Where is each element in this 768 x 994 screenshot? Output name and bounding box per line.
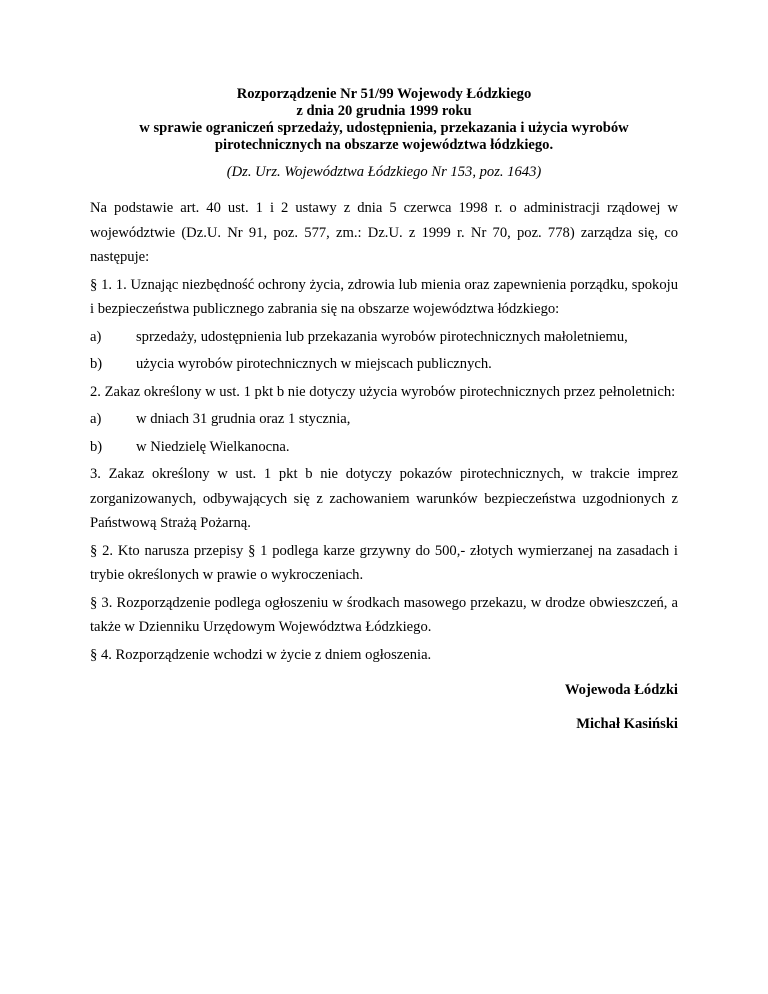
section-3-paragraph: § 3. Rozporządzenie podlega ogłoszeniu w środkach masowego przekazu, w drodze obwieszczeń, a także w Dzienniku Urzędowym Województwa Łódzkiego. xyxy=(90,594,678,635)
title-line-4: pirotechnicznych na obszarze województwa łódzkiego. xyxy=(214,137,554,153)
section-1-paragraph-3: 3. Zakaz określony w ust. 1 pkt b nie dotyczy pokazów pirotechnicznych, w trakcie imprez zorganizowanych, odbywających się z zachowaniem warunków bezpieczeństwa uzgodnionych z Państwową Strażą Pożarną. xyxy=(90,466,678,531)
document-body xyxy=(90,196,678,670)
signature-name: Michał Kasiński xyxy=(576,716,678,732)
title-line-2: z dnia 20 grudnia 1999 roku xyxy=(296,103,472,119)
list-item xyxy=(90,407,678,432)
intro-paragraph: Na podstawie art. 40 ust. 1 i 2 ustawy z dnia 5 czerwca 1998 r. o administracji rządowej w województwie (Dz.U. Nr 91, poz. 577, zm.: Dz.U. z 1999 r. Nr 70, poz. 778) zarządza się, co następuje: xyxy=(90,200,678,265)
list-marker: a) xyxy=(90,411,102,427)
list-item xyxy=(90,325,678,350)
list-marker: b) xyxy=(90,356,103,372)
list-text: użycia wyrobów pirotechnicznych w miejscach publicznych. xyxy=(136,356,492,372)
list-text: w dniach 31 grudnia oraz 1 stycznia, xyxy=(136,411,351,427)
list-text: w Niedzielę Wielkanocna. xyxy=(136,438,290,455)
list-marker: a) xyxy=(90,328,102,345)
section-4-paragraph: § 4. Rozporządzenie wchodzi w życie z dniem ogłoszenia. xyxy=(90,646,432,663)
title-line-1: Rozporządzenie Nr 51/99 Wojewody Łódzkiego xyxy=(236,86,532,102)
section-1-paragraph-2: 2. Zakaz określony w ust. 1 pkt b nie dotyczy użycia wyrobów pirotechnicznych przez pełnoletnich: xyxy=(90,383,676,400)
title-line-3: w sprawie ograniczeń sprzedaży, udostępnienia, przekazania i użycia wyrobów xyxy=(139,120,629,136)
document-title xyxy=(90,86,678,154)
section-1-paragraph-1: § 1. 1. Uznając niezbędność ochrony życia, zdrowia lub mienia oraz zapewnienia porządku, spokoju i bezpieczeństwa publicznego zabrania się na obszarze województwa łódzkiego: xyxy=(90,276,678,317)
list-item xyxy=(90,352,678,377)
section-2-paragraph: § 2. Kto narusza przepisy § 1 podlega karze grzywny do 500,- złotych wymierzanej na zasadach i trybie określonych w prawie o wykroczeniach. xyxy=(90,542,678,583)
signature-office: Wojewoda Łódzki xyxy=(564,682,678,698)
list-text: sprzedaży, udostępnienia lub przekazania wyrobów pirotechnicznych małoletniemu, xyxy=(136,328,628,345)
publication-source: (Dz. Urz. Województwa Łódzkiego Nr 153, poz. 1643) xyxy=(226,164,542,180)
list-item xyxy=(90,435,678,460)
list-marker: b) xyxy=(90,438,103,455)
